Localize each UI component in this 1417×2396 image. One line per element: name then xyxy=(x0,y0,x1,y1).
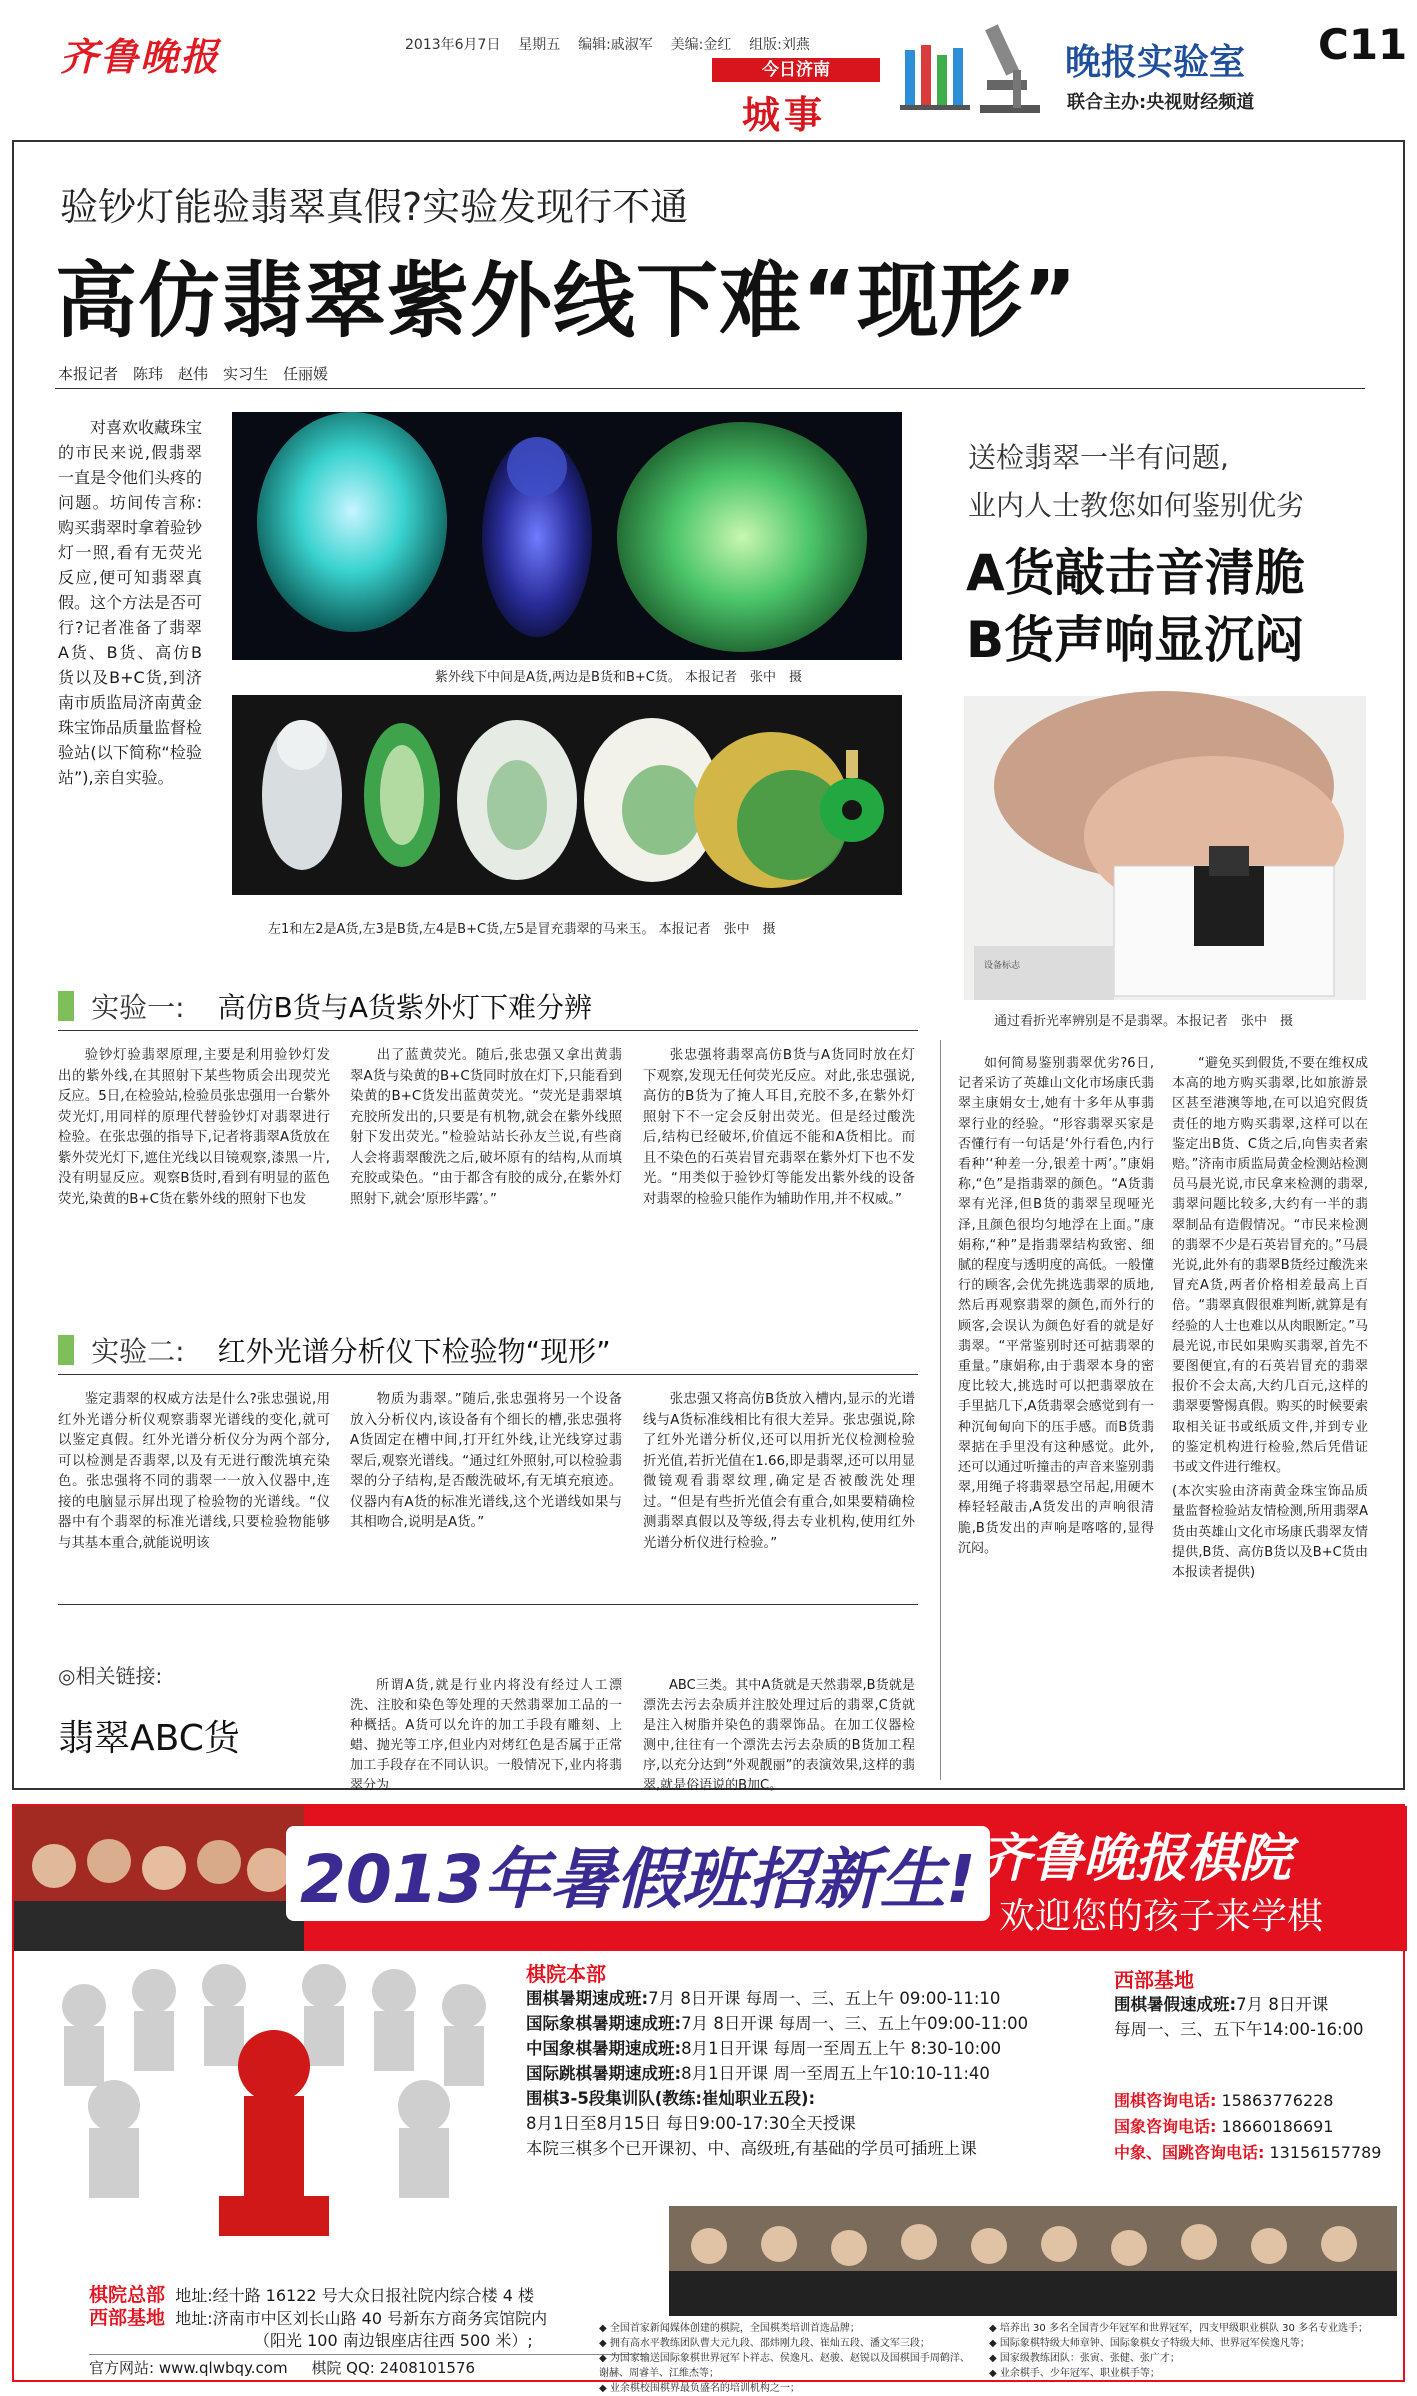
jade-samples-illustration xyxy=(232,695,902,895)
photo-caption-1: 紫外线下中间是A货,两边是B货和B+C货。 本报记者 张中 摄 xyxy=(435,670,802,685)
phone-label: 国象咨询电话: xyxy=(1114,2117,1217,2136)
jade-samples-photo xyxy=(232,695,902,895)
ad-bullets-right: ◆ 培养出 30 多名全国青少年冠军和世界冠军，四支甲级职业棋队 30 多名专业选手； ◆ 国际象棋特级大师章钟、国际象棋女子特级大师、世界冠军侯逸凡等； ◆ 国家级教练团队：张寅、张健、张广才； ◆ 业余棋手、少年冠军、职业棋手等； xyxy=(989,2323,1369,2379)
exp2-col2: 物质为翡翠。”随后,张忠强将另一个设备放入分析仪内,该设备有个细长的槽,张忠强将A货固定在槽中间,打开红外线,让光线穿过翡翠后,观察光谱线。“通过红外照射,可以检验翡翠的分子结构,是否酸洗破坏,有无填充痕迹。仪器内有A货的标准光谱线,这个光谱线如果与其相吻合,说明是A货。” xyxy=(350,1392,622,1530)
phone-number: 15863776228 xyxy=(1221,2091,1334,2110)
ad-banner-title: 2013年暑假班招新生! xyxy=(286,1826,990,1921)
link-col1: 所谓A货,就是行业内将没有经过人工漂洗、注胶和染色等处理的天然翡翠加工品的一种概括。A货可以允许的加工手段有雕刻、上蜡、抛光等工序,但业内对烤红色是否属于正常加工手段存在不同认识。一般情况下,业内将翡翠分为 xyxy=(350,1678,622,1793)
sidebar-kicker-2: 业内人士教您如何鉴别优劣 xyxy=(968,489,1305,522)
address-block xyxy=(89,2284,649,2352)
lead-text: 对喜欢收藏珠宝的市民来说,假翡翠一直是令他们头疼的问题。坊间传言称:购买翡翠时拿着验钞灯一照,看有无荧光反应,便可知翡翠真假。这个方法是否可行?记者准备了翡翠A货、B货、高仿B货以及B+C货,到济南市质监局济南黄金珠宝饰品质量监督检验站(以下简称“检验站”),亲自实验。 xyxy=(58,418,203,787)
editor: 编辑:戚淑军 xyxy=(578,37,653,53)
section-tag: 今日济南 xyxy=(712,58,880,82)
ad-bullets-left: ◆ 全国首家新闻媒体创建的棋院，全国棋类培训首选品牌； ◆ 拥有高水平教练团队曹大元九段、邵炜刚九段、崔灿五段、潘文军三段； ◆ 为国家输送国际象棋世界冠军卜祥志、侯逸凡、赵骏、赵锐以及国棋国手周鹤洋、谢赫、周睿羊、江维杰等； ◆ 业余棋校围棋界最负盛名的培训机构之一； xyxy=(599,2323,970,2394)
lab-logo xyxy=(895,20,1295,120)
exp1-col2: 出了蓝黄荧光。随后,张忠强又拿出黄翡翠A货与染黄的B+C货同时放在灯下,只能看到染黄的B+C货发出蓝黄荧光。“荧光是翡翠填充胶所发出的,只要是有机物,就会在紫外线照射下发出荧光。”检验站站长孙友兰说,有些商人会将翡翠酸洗之后,破坏原有的结构,从而填充胶或染色。“由于都含有胶的成分,在紫外灯照射下,就会‘原形毕露’。” xyxy=(350,1048,622,1207)
headline-rule xyxy=(55,388,1365,389)
photo-caption-3: 通过看折光率辨别是不是翡翠。本报记者 张中 摄 xyxy=(994,1014,1294,1029)
instrument-label: 设备标志 xyxy=(984,961,1021,971)
exp1-rule xyxy=(58,1030,918,1031)
hq-class-item: 围棋暑期速成班:7月 8日开课 每周一、三、五上午 09:00-11:10 xyxy=(526,1989,1001,2008)
sidebar-kicker-1: 送检翡翠一半有问题, xyxy=(968,441,1229,474)
hq-class-item: 围棋3-5段集训队(教练:崔灿职业五段): xyxy=(526,2089,816,2108)
west-class-days: 每周一、三、五下午14:00-16:00 xyxy=(1114,2020,1364,2039)
headline-main: 高仿翡翠紫外线下难“现形” xyxy=(55,254,1078,349)
link-title: 翡翠ABC货 xyxy=(58,1718,240,1759)
addr-west-label: 西部基地 xyxy=(89,2307,166,2329)
proof-editor: 组版:刘燕 xyxy=(749,37,810,53)
phone-label: 中象、国跳咨询电话: xyxy=(1114,2143,1265,2162)
chess-pawns-illustration xyxy=(24,1956,514,2296)
ad-school-name: 齐鲁晚报棋院 xyxy=(979,1828,1292,1889)
microscope-illustration xyxy=(964,696,1366,1000)
ad-kids-photo xyxy=(14,1806,304,1951)
west-class-time: 7月 8日开课 xyxy=(1236,1995,1329,2014)
exp1-label: 实验一: xyxy=(91,991,185,1024)
exp2-col3: 张忠强又将高仿B货放入槽内,显示的光谱线与A货标准线相比有很大差异。张忠强说,除了红外光谱分析仪,还可以用折光仪检测检验折光值,若折光值在1.66,即是翡翠,还可以用显微镜观看翡翠纹理,确定是否被酸洗处理过。“但是有些折光值会有重合,如果要精确检测翡翠真假以及等级,得去专业机构,使用红外光谱分析仪进行检验。” xyxy=(643,1392,915,1551)
exp2-heading xyxy=(58,1330,611,1368)
exp1-title: 高仿B货与A货紫外灯下难分辨 xyxy=(217,991,592,1024)
lab-title: 晚报实验室 xyxy=(1065,41,1246,83)
green-marker-icon xyxy=(58,991,74,1021)
phone-number: 13156157789 xyxy=(1269,2143,1382,2162)
exp2-title: 红外光谱分析仪下检验物“现形” xyxy=(217,1335,611,1368)
hq-class-item: 中国象棋暑期速成班:8月1日开课 每周一至周五上午 8:30-10:00 xyxy=(526,2039,1002,2058)
addr-west-2: （阳光 100 南边银座店往西 500 米）; xyxy=(254,2331,533,2350)
qq-number: 棋院 QQ: 2408101576 xyxy=(311,2359,476,2377)
date: 2013年6月7日 xyxy=(405,37,501,53)
lab-sponsor: 联合主办:央视财经频道 xyxy=(1067,92,1255,113)
west-class xyxy=(1114,1992,1394,2042)
phone-label: 围棋咨询电话: xyxy=(1114,2091,1217,2110)
uv-jade-photo xyxy=(232,412,902,660)
photo-caption-2: 左1和左2是A货,左3是B货,左4是B+C货,左5是冒充翡翠的马来玉。 本报记者 张中 摄 xyxy=(268,922,776,937)
hq-class-item: 国际跳棋暑期速成班:8月1日开课 周一至周五上午10:10-11:40 xyxy=(526,2064,990,2083)
exp2-rule xyxy=(58,1374,918,1375)
kids-illustration xyxy=(14,1806,304,1951)
sidebar-title-1: A货敲击音清脆 xyxy=(966,544,1305,602)
teachers-photo xyxy=(669,2206,1397,2316)
addr-hq: 地址:经十路 16122 号大众日报社院内综合楼 4 楼 xyxy=(175,2286,535,2305)
green-marker-icon xyxy=(58,1335,74,1365)
hq-schedule: 8月1日至8月15日 每日9:00-17:30全天授课 xyxy=(526,2114,856,2133)
byline: 本报记者 陈玮 赵伟 实习生 任丽媛 xyxy=(58,365,329,383)
hq-class-list xyxy=(526,1986,1136,2161)
exp1-col1: 验钞灯验翡翠原理,主要是利用验钞灯发出的紫外线,在其照射下某些物质会出现荧光反应。5日,在检验站,检验员张忠强用一台紫外荧光灯,用同样的原理代替验钞灯对翡翠进行检验。在张忠强的指导下,记者将翡翠A货放在紫外荧光灯下,遮住光线以目镜观察,漆黑一片,没有明显反应。观察B货时,看到有明显的蓝色荧光,染黄的B+C货在紫外线的照射下也发 xyxy=(58,1048,330,1207)
section-name: 城事 xyxy=(742,93,827,137)
page-number: C11 xyxy=(1318,20,1408,69)
side-col1: 如何简易鉴别翡翠优劣?6日,记者采访了英雄山文化市场康氏翡翠主康娟女士,她有十多年从事翡翠行业的经验。“形容翡翠买家是否懂行有一句话是‘外行看色,内行看种’‘种差一分,银差十两’。”康娟称,“色”是指翡翠的颜色。“A货翡翠有光泽,但B货的翡翠呈现哑光泽,且颜色很均匀地浮在上面。”康娟称,“种”是指翡翠结构致密、细腻的程度与透明度的高低。一般懂行的顾客,会优先挑选翡翠的质地,然后再观察翡翠的颜色,而外行的顾客,会误认为颜色好看的就是好翡翠。“平常鉴别时还可掂翡翠的重量。”康娟称,由于翡翠本身的密度比较大,挑选时可以把翡翠放在手里掂几下,A货翡翠会感觉到有一种沉甸甸向下的压手感。而B货翡翠掂在手里没有这种感觉。此外,还可以通过听撞击的声音来鉴别翡翠,用绳子将翡翠悬空吊起,用硬木棒轻轻敲击,A货发出的声响很清脆,B货发出的声响是喀喀的,显得沉闷。 xyxy=(958,1056,1154,1556)
phone-list xyxy=(1114,2088,1394,2166)
paper-name: 齐鲁晚报 xyxy=(60,34,221,79)
addr-hq-label: 棋院总部 xyxy=(89,2284,166,2306)
exp2-col1: 鉴定翡翠的权威方法是什么?张忠强说,用红外光谱分析仪观察翡翠光谱线的变化,就可以鉴定真假。红外光谱分析仪分为两个部分,可以检测是否翡翠,以及有无进行酸洗填充染色。张忠强将不同的翡翠一一放入仪器中,连接的电脑显示屏出现了检验物的光谱线。“仪器中有个翡翠的标准光谱线,只要检验物能够与其基本重合,就能说明该 xyxy=(58,1392,330,1551)
art-editor: 美编:金红 xyxy=(670,37,732,53)
link-col2: ABC三类。其中A货就是天然翡翠,B货就是漂洗去污去杂质并注胶处理过后的翡翠,C货就是注入树脂并染色的翡翠饰品。在加工仪器检测中,往往有一个漂洗去污去杂质的B货加工程序,以充分达到“外观靓丽”的表演效果,这样的翡翠,就是俗语说的B加C。 xyxy=(643,1678,915,1793)
masthead xyxy=(0,0,1417,137)
phone-number: 18660186691 xyxy=(1221,2117,1334,2136)
exp1-col3: 张忠强将翡翠高仿B货与A货同时放在灯下观察,发现无任何荧光反应。对此,张忠强说,高仿的B货为了掩人耳目,充胶不多,在紫外灯照射下不一定会反射出荧光。但是经过酸洗后,结构已经破坏,价值远不能和A货相比。而且不染色的石英岩冒充翡翠在紫外灯下也不发光。“用类似于验钞灯等能发出紫外线的设备对翡翠的检验只能作为辅助作用,并不权威。” xyxy=(643,1048,915,1207)
side-col2: “避免买到假货,不要在维权成本高的地方购买翡翠,比如旅游景区甚至港澳等地,在可以追究假货责任的地方购买翡翠,这样可以在鉴定出B货、C货之后,向售卖者索赔。”济南市质监局黄金检测站检测员马晨光说,市民拿来检测的翡翠,翡翠问题比较多,大约有一半的翡翠制品有造假情况。“市民来检测的翡翠不少是石英岩冒充的。”马晨光说,此外有的翡翠B货经过酸洗来冒充A货,两者价格相差最高上百倍。“翡翠真假很难判断,就算是有经验的人士也难以从肉眼断定。”马晨光说,市民如果购买翡翠,首先不要图便宜,有的石英岩冒充的翡翠报价不会太高,大约几百元,这样的翡翠要警惕真假。购买的时候要索取相关证书或纸质文件,并到专业的鉴定机构进行检验,然后凭借证书或文件进行维权。 (本次实验由济南黄金珠宝饰品质量监督检验站友情检测,所用翡翠A货由英雄山文化市场康氏翡翠友情提供,B货、高仿B货以及B+C货由本报读者提供) xyxy=(1172,1056,1368,1581)
website-link[interactable]: 官方网站: www.qlwbqy.com xyxy=(89,2359,288,2377)
hq-class-item: 国际象棋暑期速成班:7月 8日开课 每周一、三、五上午09:00-11:00 xyxy=(526,2014,1029,2033)
headline-kicker: 验钞灯能验翡翠真假?实验发现行不通 xyxy=(60,185,689,229)
teachers-illustration xyxy=(669,2206,1397,2316)
hq-title: 棋院本部 xyxy=(526,1962,606,1986)
sidebar-divider xyxy=(940,1040,941,1780)
link-label: ◎相关链接: xyxy=(58,1664,163,1688)
west-class-name: 围棋暑假速成班: xyxy=(1114,1995,1237,2014)
addr-west: 地址:济南市中区刘长山路 40 号新东方商务宾馆院内 xyxy=(175,2309,548,2328)
hq-note: 本院三棋多个已开课初、中、高级班,有基础的学员可插班上课 xyxy=(526,2139,977,2158)
microscope-photo xyxy=(964,696,1366,1000)
ad-website xyxy=(89,2354,649,2378)
sidebar-title-2: B货声响显沉闷 xyxy=(966,611,1305,669)
link-rule xyxy=(58,1604,918,1605)
ad-welcome: 欢迎您的孩子来学棋 xyxy=(999,1896,1324,1937)
uv-jade-illustration xyxy=(232,412,902,660)
microscope-icon xyxy=(895,20,1065,120)
chess-ad xyxy=(12,1804,1405,2394)
exp2-label: 实验二: xyxy=(91,1335,185,1368)
masthead-meta xyxy=(405,34,810,54)
exp1-heading xyxy=(58,986,592,1024)
weekday: 星期五 xyxy=(518,37,561,53)
west-title: 西部基地 xyxy=(1114,1968,1194,1992)
